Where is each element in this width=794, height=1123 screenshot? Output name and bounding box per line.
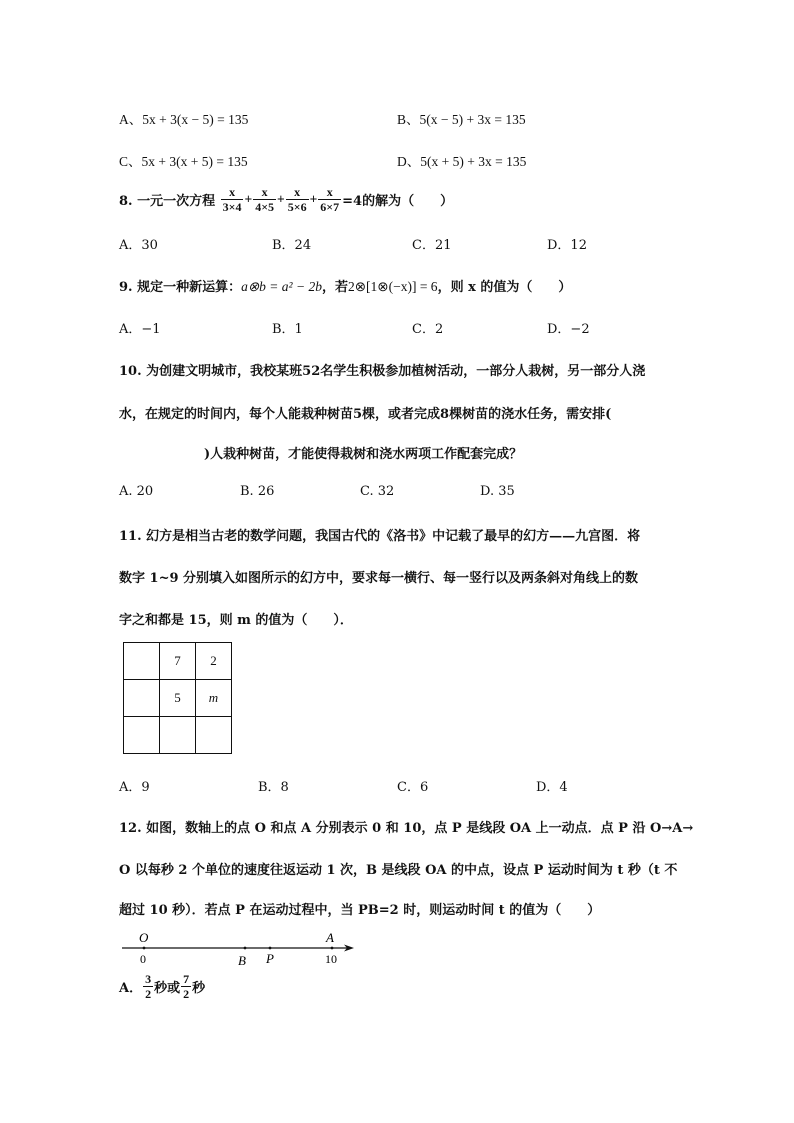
fraction: $\frac{7}{2}$ (183, 972, 190, 1001)
question-11-line-3: 字之和都是 15，则 m 的值为（ ）． (119, 613, 353, 628)
point-b (244, 947, 247, 950)
grid-cell (196, 717, 232, 754)
option-10c: C. 32 (360, 484, 395, 499)
option-8b: B．24 (272, 238, 312, 253)
number-line-figure (118, 928, 368, 970)
grid-cell-m: m (196, 680, 232, 717)
question-11-line-1: 11. 幻方是相当古老的数学问题，我国古代的《洛书》中记载了最早的幻方——九宫图．将 (119, 529, 641, 544)
question-12-line-2: O 以每秒 2 个单位的速度往返运动 1 次，B 是线段 OA 的中点，设点 P 运动时间为 t 秒（t 不 (119, 863, 678, 878)
grid-cell (124, 680, 160, 717)
question-10-line-3: )人栽种树苗，才能使得栽树和浇水两项工作配套完成？ (204, 447, 523, 462)
fraction: $\frac{x}{4\times 5}$ (255, 185, 275, 214)
option-7d: D、5(x + 5) + 3x = 135 (397, 154, 527, 169)
point-p (269, 947, 272, 950)
option-label: C、 (119, 154, 142, 169)
question-8-stem: 8. 一元一次方程 $\frac{x}{3\times 4}$ + $\frac{x}{4\times 5}$ + $\frac{x}{5\times 6}$ + $\frac{x}{6\times 7}$ =4的解为（ ） (119, 185, 454, 214)
option-10d: D. 35 (480, 484, 515, 499)
option-label: D、 (397, 154, 421, 169)
option-label: A、 (119, 112, 143, 127)
option-7c: C、5x + 3(x + 5) = 135 (119, 154, 248, 169)
option-10a: A. 20 (119, 484, 154, 499)
label-a: A (326, 930, 334, 945)
grid-row (124, 717, 232, 754)
option-9d: D．−2 (547, 322, 590, 337)
grid-cell (124, 643, 160, 680)
option-8d: D．12 (547, 238, 587, 253)
question-10-line-2: 水，在规定的时间内，每个人能栽种树苗5棵，或者完成8棵树苗的浇水任务，需安排( (119, 407, 612, 422)
option-11c: C．6 (397, 780, 429, 795)
option-10b: B. 26 (240, 484, 275, 499)
option-8a: A．30 (119, 238, 158, 253)
option-11a: A．9 (119, 780, 150, 795)
grid-cell: 2 (196, 643, 232, 680)
option-11d: D．4 (536, 780, 568, 795)
label-ten: 10 (325, 952, 337, 966)
label-zero: 0 (140, 952, 146, 966)
grid-cell (124, 717, 160, 754)
option-12a: A． $\frac{3}{2}$ 秒或 $\frac{7}{2}$ 秒 (119, 972, 206, 1001)
question-11-line-2: 数字 1~9 分别填入如图所示的幻方中，要求每一横行、每一竖行以及两条斜对角线上的数 (119, 571, 639, 586)
fraction: $\frac{3}{2}$ (145, 972, 152, 1001)
option-7b: B、5(x − 5) + 3x = 135 (397, 112, 526, 127)
fraction: $\frac{x}{5\times 6}$ (287, 185, 307, 214)
grid-row (124, 643, 232, 680)
option-9a: A．−1 (119, 322, 161, 337)
grid-row (124, 680, 232, 717)
label-o: O (139, 930, 149, 945)
question-10-line-1: 10. 为创建文明城市，我校某班52名学生积极参加植树活动，一部分人栽树，另一部分人浇 (119, 364, 646, 379)
grid-cell (160, 717, 196, 754)
option-label: B、 (397, 112, 420, 127)
magic-square-grid (123, 642, 232, 754)
grid-cell: 7 (160, 643, 196, 680)
fraction: $\frac{x}{3\times 4}$ (222, 185, 242, 214)
label-b: B (238, 953, 246, 968)
option-9b: B．1 (272, 322, 303, 337)
point-o (143, 947, 146, 950)
question-12-line-3: 超过 10 秒）．若点 P 在运动过程中，当 PB=2 时，则运动时间 t 的值为（ ） (119, 903, 601, 918)
option-11b: B．8 (258, 780, 289, 795)
label-p: P (266, 951, 274, 966)
question-9-stem: 9. 规定一种新运算：a⊗b = a² − 2b，若2⊗[1⊗(−x)] = 6，则 x 的值为（ ） (119, 279, 572, 295)
question-12-line-1: 12. 如图，数轴上的点 O 和点 A 分别表示 0 和 10，点 P 是线段 OA 上一动点．点 P 沿 O→A→ (119, 821, 694, 836)
option-7a: A、5x + 3(x − 5) = 135 (119, 112, 249, 127)
option-9c: C．2 (412, 322, 444, 337)
point-a (331, 947, 334, 950)
fraction: $\frac{x}{6\times 7}$ (320, 185, 340, 214)
option-8c: C．21 (412, 238, 452, 253)
grid-cell: 5 (160, 680, 196, 717)
